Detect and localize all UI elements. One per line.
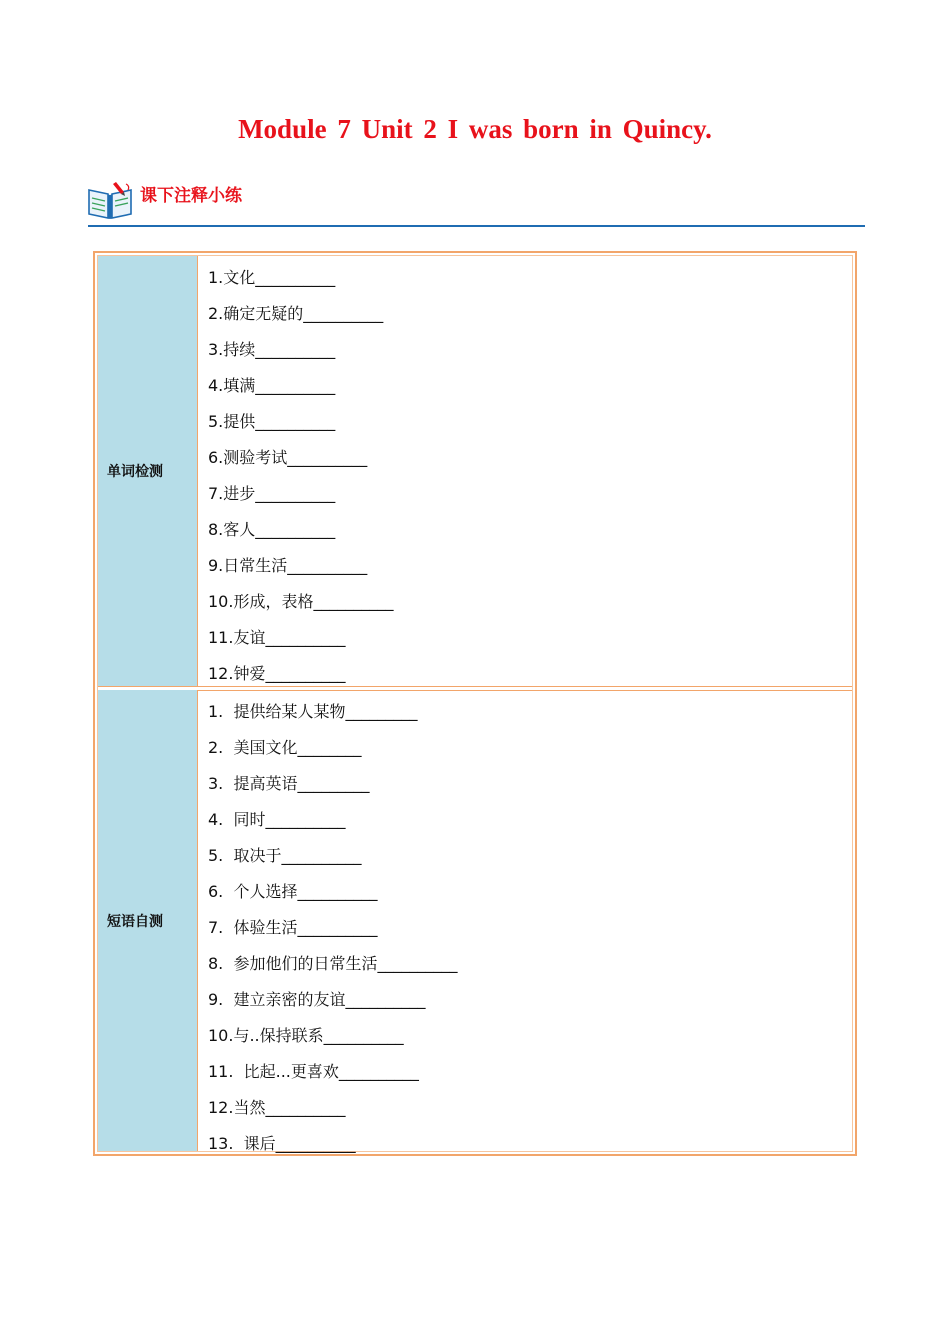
word-item: 3.持续__________ — [208, 340, 336, 359]
words-list — [198, 256, 852, 686]
words-row — [98, 256, 852, 686]
word-item: 8.客人__________ — [208, 520, 336, 539]
word-item: 12.钟爱__________ — [208, 664, 346, 683]
word-item: 1.文化__________ — [208, 268, 336, 287]
words-label: 单词检测 — [98, 256, 198, 686]
phrases-label: 短语自测 — [98, 690, 198, 1151]
phrase-item: 11. 比起...更喜欢__________ — [208, 1062, 419, 1081]
word-item: 10.形成，表格__________ — [208, 592, 394, 611]
word-item: 5.提供__________ — [208, 412, 336, 431]
book-icon — [86, 178, 134, 222]
phrase-item: 5. 取决于__________ — [208, 846, 362, 865]
phrase-item: 1. 提供给某人某物_________ — [208, 702, 418, 721]
section-header — [86, 178, 242, 222]
section-label: 课下注释小练 — [140, 185, 242, 206]
page-title: Module 7 Unit 2 I was born in Quincy. — [238, 114, 712, 144]
phrase-item: 6. 个人选择__________ — [208, 882, 378, 901]
word-item: 2.确定无疑的__________ — [208, 304, 384, 323]
worksheet-table — [93, 251, 857, 1156]
phrase-item: 9. 建立亲密的友谊__________ — [208, 990, 426, 1009]
phrase-item: 13. 课后__________ — [208, 1134, 356, 1153]
phrase-item: 7. 体验生活__________ — [208, 918, 378, 937]
divider-rule — [88, 225, 865, 227]
phrases-list — [198, 690, 852, 1151]
word-item: 6.测验考试__________ — [208, 448, 368, 467]
phrase-item: 4. 同时__________ — [208, 810, 346, 829]
word-item: 4.填满__________ — [208, 376, 336, 395]
worksheet-inner — [97, 255, 853, 1152]
phrase-item: 10.与..保持联系__________ — [208, 1026, 404, 1045]
phrase-item: 8. 参加他们的日常生活__________ — [208, 954, 458, 973]
phrases-row — [98, 690, 852, 1151]
word-item: 9.日常生活__________ — [208, 556, 368, 575]
word-item: 11.友谊__________ — [208, 628, 346, 647]
word-item: 7.进步__________ — [208, 484, 336, 503]
phrase-item: 3. 提高英语_________ — [208, 774, 370, 793]
phrase-item: 12.当然__________ — [208, 1098, 346, 1117]
phrase-item: 2. 美国文化________ — [208, 738, 362, 757]
